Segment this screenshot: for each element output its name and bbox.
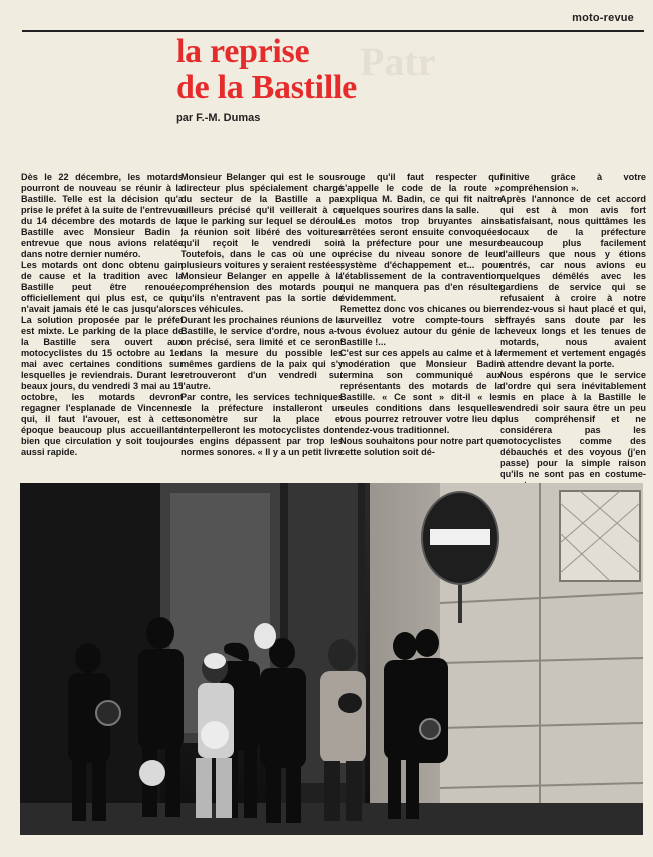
title-line-1: la reprise [176,33,310,70]
column-text: finitive grâce à votre compréhension ». Après l'annonce de cet accord qui est à mon avis fort satisfaisant, nous quittâmes les locaux de la préfecture beaucoup plus facilement d'ailleurs que nous y étions entrés, car nous avions eu quelques démêlés avec les gardiens de service qui se refusaient à croire à notre rendez-vous si haut placé et qui, effrayés sans doute par les cheveux longs et les tenues de motards, nous avaient fermement et vertement engagés à attendre devant la porte. Nous espérons que le service d'ordre qui sera inévitablement mis en place à la Bastille le vendredi soir saura être un peu plus compréhensif et ne considérera pas les motocyclistes comme des débauchés et des voyous (j'en passe) pour la simple raison qu'ils ne sont pas en costume- [500,172,646,479]
helmet-icon [96,701,120,725]
page-header [22,6,644,32]
section-label: moto-revue [572,12,634,24]
column-text: Monsieur Belanger qui est le sous-directeur plus spécialement chargé du secteur de la Bastille a par ailleurs précisé qu'il veillerait à ce que le parking sur lequel se déroule la réunion soit libéré des voitures qu'il reçoit le vendredi soir. Toutefois, dans le cas où une ou plusieurs voitures y seraient restées, Monsieur Belanger en appelle à la compréhension des motards pour qu'ils n'entravent pas la sortie de ces véhicules. Durant les prochaines réunions de la Bastille, le service d'ordre, nous a-t-on précisé, sera limité et ce seront dans la mesure du possible les mêmes gardiens de la paix qui s'y retrouveront d'un vendredi sur l'autre. Par contre, les services techniques de la préfecture installeront un sonomètre sur la place et interpelleront les motocyclistes dont les engins dépassent par trop les normes sonores. « Il y a un petit livre [181,172,343,457]
article-photo [20,483,643,835]
helmet-icon [139,760,165,786]
helmet-icon [420,719,440,739]
white-knit-hat [254,623,276,649]
article-title [176,34,496,144]
column-text: rouge qu'il faut respecter qui s'appelle le code de la route », expliqua M. Badin, ce qui fit naître quelques sourires dans la salle. Les motos trop bruyantes ainsi arrêtées seront ensuite convoquées à la préfecture pour une mesure précise du niveau sonore de leur système d'échappement et... pour l'établissement de la contravention qui ne manquera pas d'en résulter évidemment. Remettez donc vos chicanes ou bien surveillez votre compte-tours si vous évoluez autour du génie de la Bastille !... C'est sur ces appels au calme et à la modération que Monsieur Badin termina son communiqué aux représentants des motards de la Bastille. « Ce sont » dit-il « les seules conditions dans lesquelles vous pourrez retrouver votre lieu de rendez-vous traditionnel. Nous souhaitons pour notre part que cette solution soit dé- [340,172,502,457]
header-rule [22,30,644,32]
photo-illustration [20,483,643,835]
helmet-visor [204,653,226,669]
byline: par F.-M. Dumas [176,112,261,124]
article-column-2 [181,172,343,458]
article-column-1 [21,172,183,458]
fur-coat [320,671,366,763]
article-column-3 [340,172,502,458]
article-column-4 [500,172,646,502]
bleed-through-ghost: Patr [360,39,436,84]
article-body [0,172,653,479]
title-line-2: de la Bastille [176,69,357,106]
helmet-icon [201,721,229,749]
column-text: Dès le 22 décembre, les motards pourront de nouveau se réunir à la Bastille. Telle est la décision qu'a prise le préfet à la suite de l'entrevue du 14 décembre des motards de la Bastille avec Monsieur Badin ; entrevue que nous avions relatée dans notre dernier numéro. Les motards ont donc obtenu gain de cause et la tradition avec la Bastille peut être renouée, officiellement qui plus est, ce qui n'avait jamais été le cas jusqu'alors. La solution proposée par le préfet est mixte. Le parking de la place de la Bastille sera ouvert aux motocyclistes du 15 octobre au 1er mai avec certaines conditions sur lesquelles je reviendrais. Durant les beaux jours, du vendredi 3 mai au 15 octobre, les motards devront regagner l'esplanade de Vincennes qui, il faut l'avouer, est à cette époque beaucoup plus accueillante bien que circulation y soit toujours aussi rapide. [21,172,183,457]
